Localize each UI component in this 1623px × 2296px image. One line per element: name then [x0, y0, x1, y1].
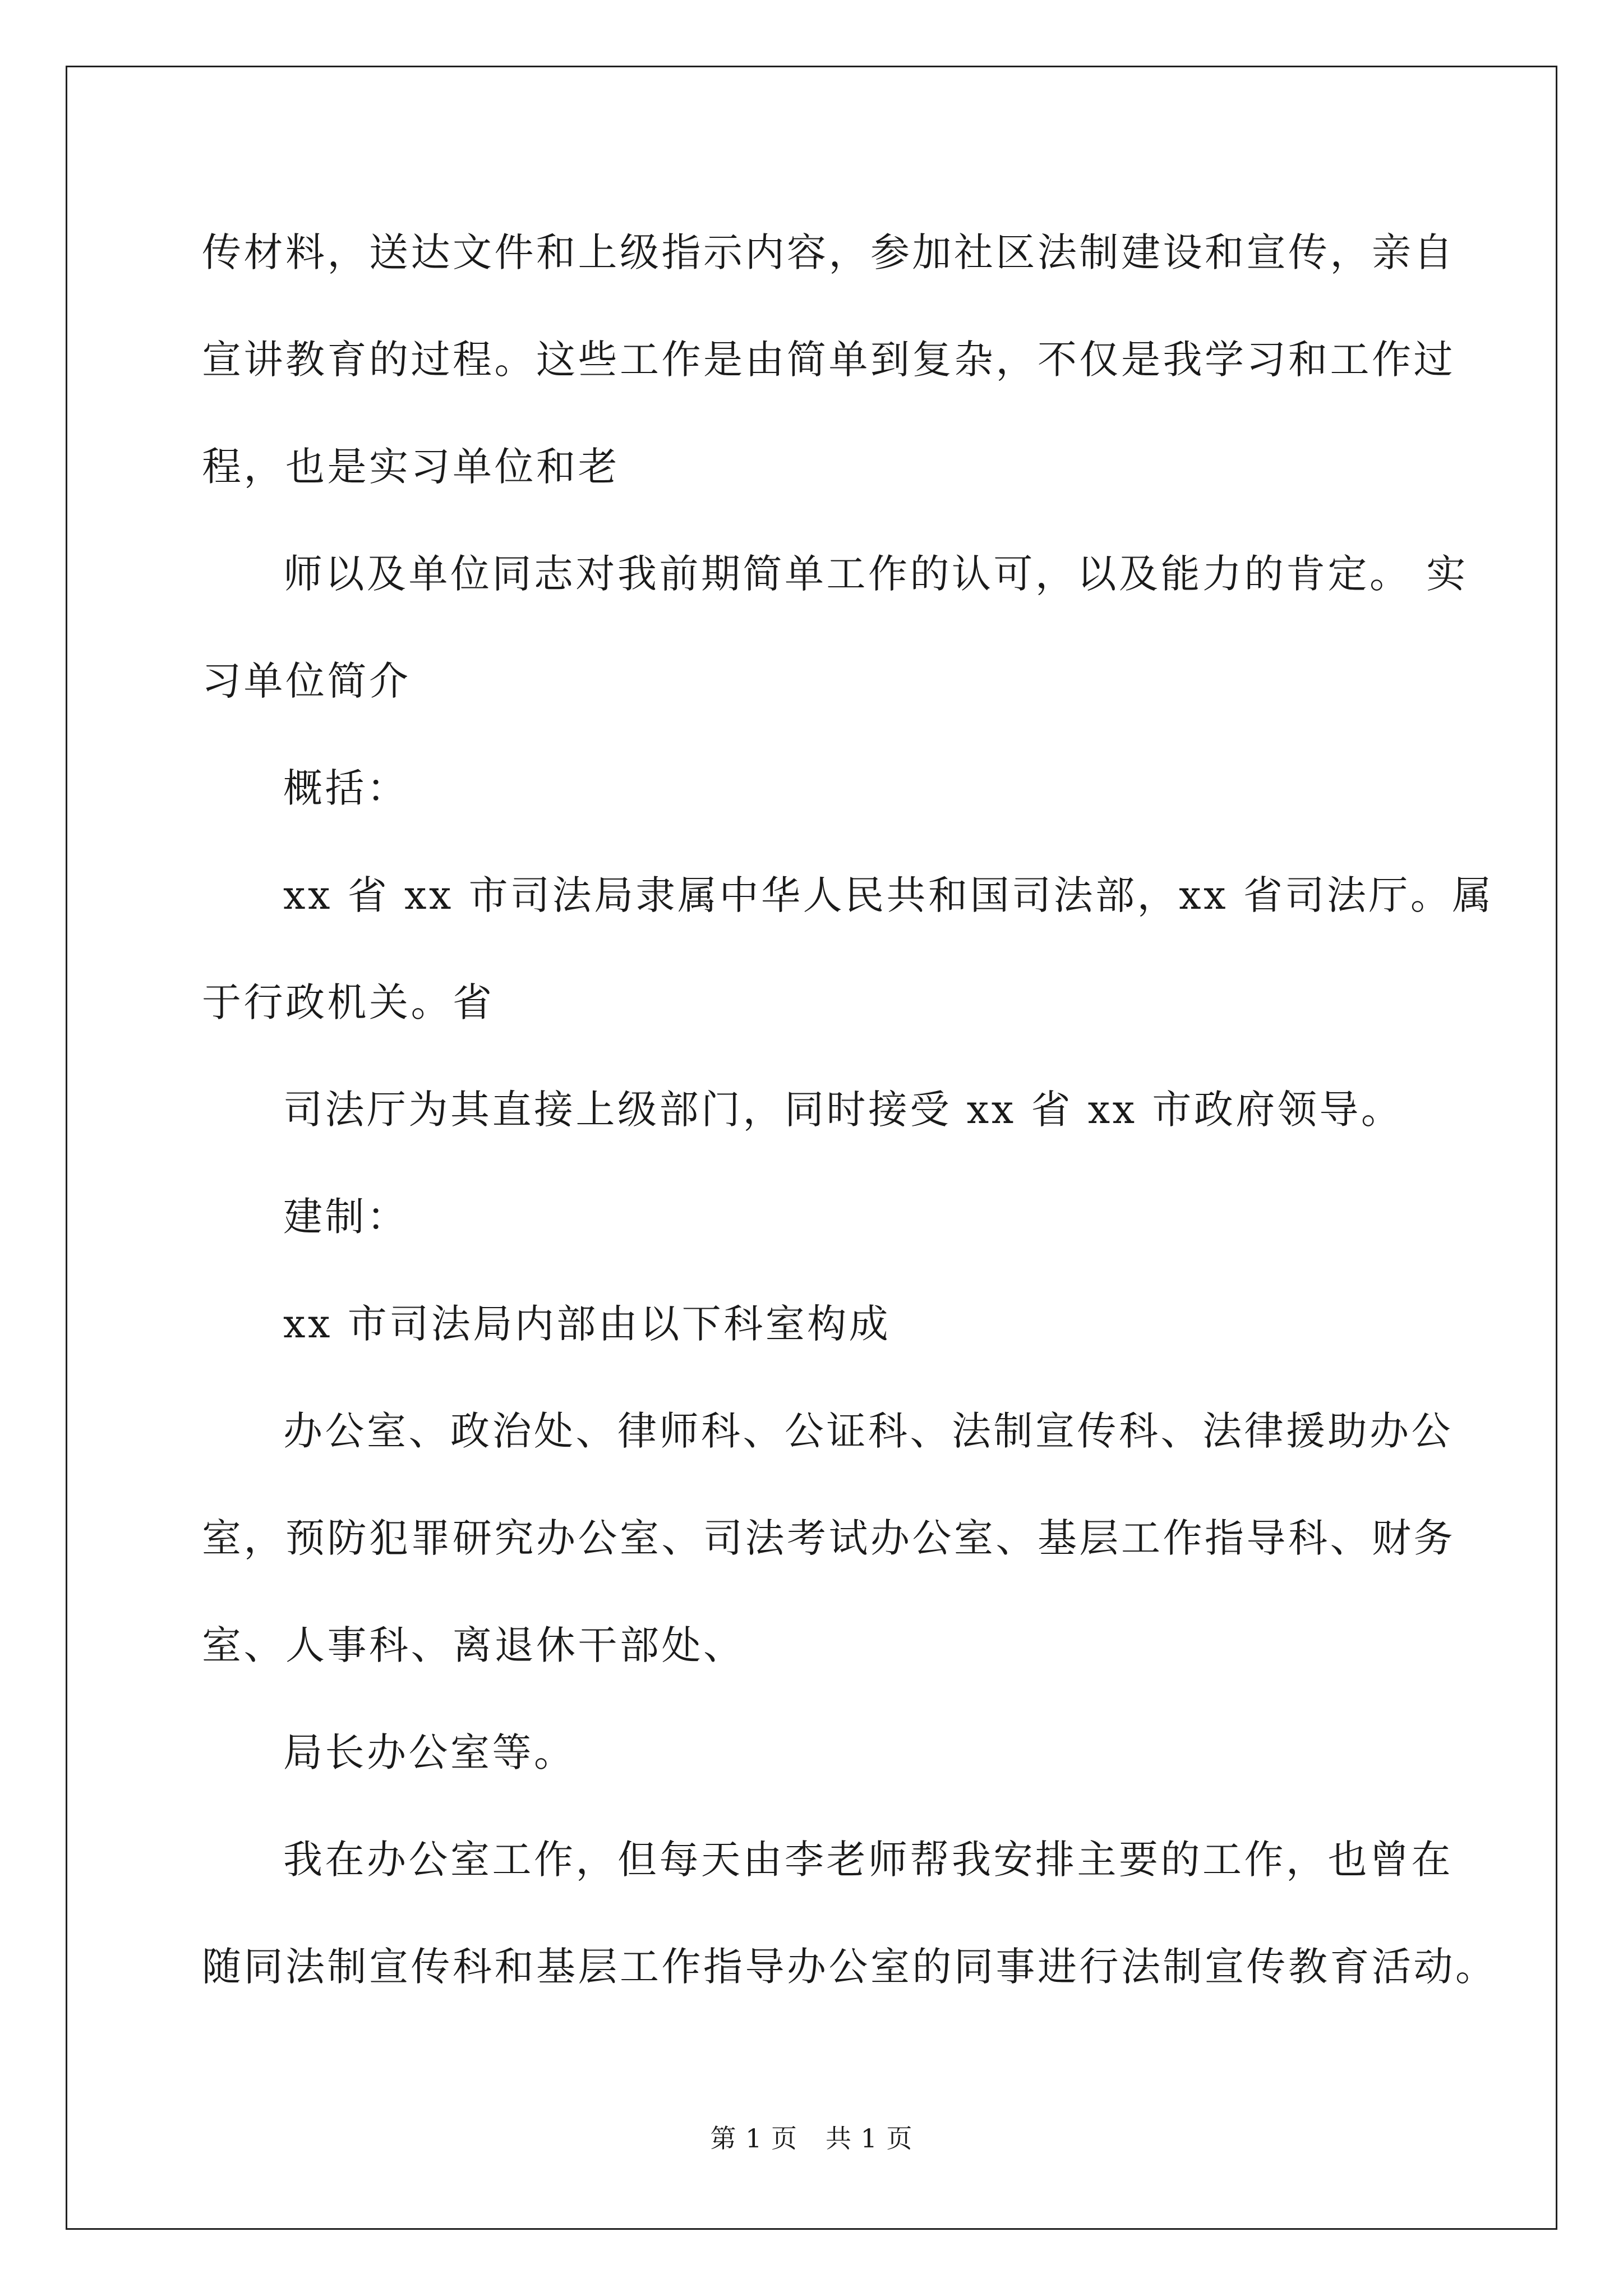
- text-line: xx 省 xx 市司法局隶属中华人民共和国司法部，xx 省司法厅。属: [283, 872, 1494, 918]
- text-line: 建制：: [283, 1194, 409, 1240]
- text-line: 程，也是实习单位和老: [202, 444, 620, 490]
- text-line: 概括：: [283, 765, 409, 811]
- text-line: 于行政机关。省: [202, 979, 495, 1025]
- text-line: 传材料，送达文件和上级指示内容，参加社区法制建设和宣传，亲自: [202, 229, 1455, 275]
- text-line: 室、人事科、离退休干部处、: [202, 1622, 745, 1668]
- page-total: 共 1 页: [826, 2123, 913, 2154]
- text-line: 随同法制宣传科和基层工作指导办公室的同事进行法制宣传教育活动。: [202, 1944, 1497, 1990]
- text-line: 我在办公室工作，但每天由李老师帮我安排主要的工作，也曾在: [283, 1837, 1453, 1883]
- text-line: 习单位简介: [202, 658, 411, 704]
- text-line: 办公室、政治处、律师科、公证科、法制宣传科、法律援助办公: [283, 1408, 1453, 1454]
- text-line: 司法厅为其直接上级部门，同时接受 xx 省 xx 市政府领导。: [283, 1087, 1403, 1133]
- text-line: 宣讲教育的过程。这些工作是由简单到复杂，不仅是我学习和工作过: [202, 337, 1455, 383]
- text-line: 室，预防犯罪研究办公室、司法考试办公室、基层工作指导科、财务: [202, 1515, 1455, 1561]
- text-line: 师以及单位同志对我前期简单工作的认可，以及能力的肯定。 实: [283, 551, 1468, 597]
- text-line: 局长办公室等。: [283, 1729, 576, 1775]
- page-footer: [0, 2122, 1623, 2155]
- text-line: xx 市司法局内部由以下科室构成: [283, 1301, 891, 1347]
- page-number: 第 1 页: [710, 2123, 797, 2154]
- page-border: [66, 66, 1557, 2230]
